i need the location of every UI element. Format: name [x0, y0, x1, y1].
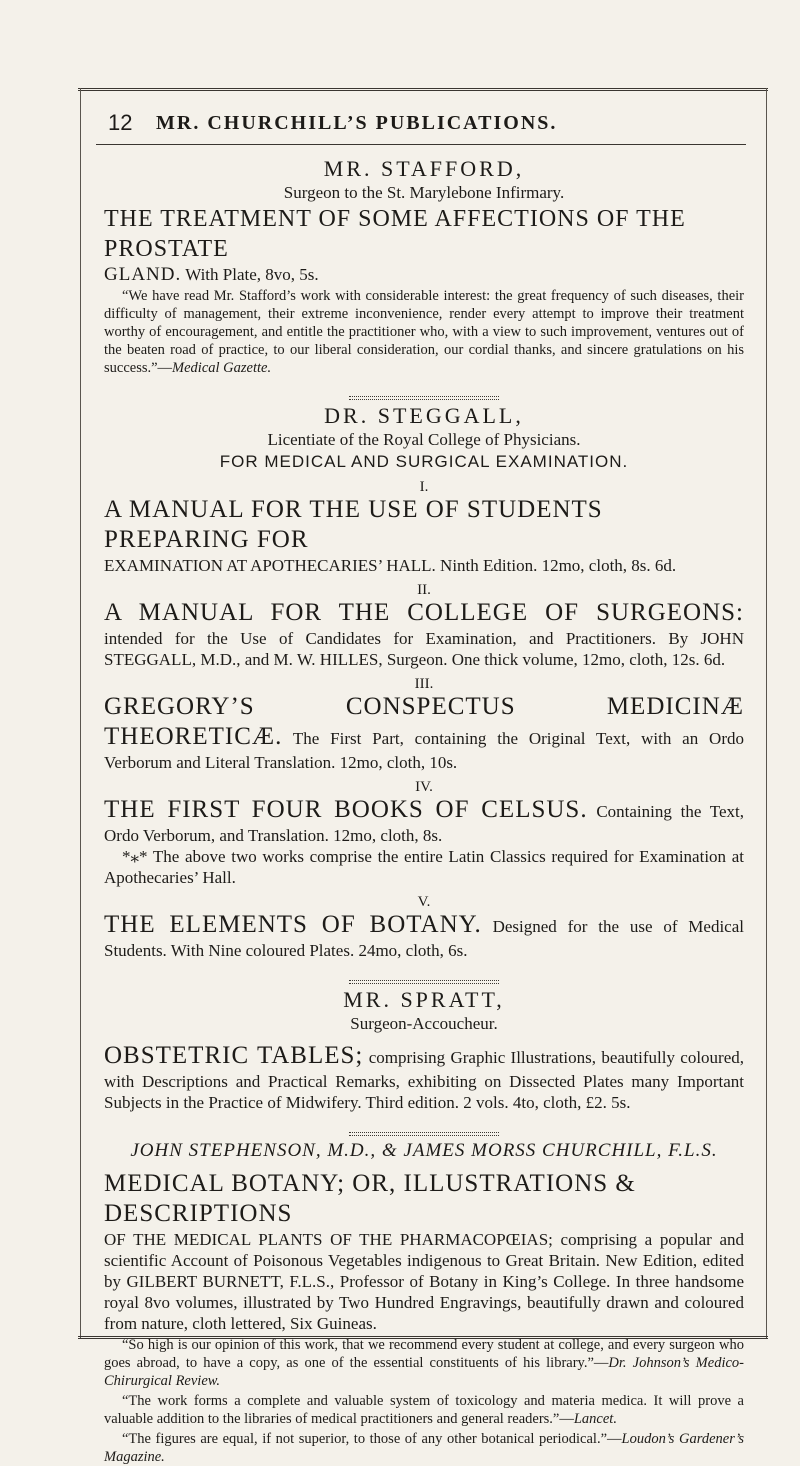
- entry-title: A MANUAL FOR THE COLLEGE OF SURGEONS:: [104, 599, 744, 626]
- frame-top-rule: [78, 88, 768, 91]
- separator-ornament: [104, 971, 744, 979]
- stafford-author: MR. STAFFORD,: [323, 156, 525, 181]
- stephenson-quote-1: [104, 1336, 744, 1390]
- page-content: [104, 148, 744, 1466]
- separator-ornament: [104, 1123, 744, 1131]
- separator-ornament: [104, 387, 744, 395]
- stephenson-authors: JOHN STEPHENSON, M.D., & JAMES MORSS CHURCHILL, F.L.S.: [130, 1140, 718, 1161]
- quote-text: “The figures are equal, if not superior, to those of any other botanical periodical.”—: [122, 1431, 622, 1447]
- entry-numeral: II.: [417, 582, 431, 598]
- entry-text: intended for the Use of Candidates for Examination, and Practitioners. By JOHN STEGGALL, M.D., and M. W. HILLES, Surgeon. One thick volume, 12mo, cloth, 12s. 6d.: [104, 629, 744, 669]
- entry-text: The First Part, containing the Original Text, with an Ordo Verborum and Literal Translation. 12mo, cloth, 10s.: [104, 729, 744, 772]
- entry-numeral: III.: [414, 676, 434, 692]
- spratt-role: Surgeon-Accoucheur.: [350, 1014, 498, 1033]
- entry-numeral: IV.: [415, 779, 433, 795]
- entry-body: [104, 910, 744, 961]
- page-header: [96, 104, 746, 145]
- stephenson-title: MEDICAL BOTANY; OR, ILLUSTRATIONS & DESCRIPTIONS: [104, 1170, 636, 1227]
- spratt-title: OBSTETRIC TABLES;: [104, 1042, 364, 1069]
- entry-body: [104, 692, 744, 773]
- stephenson-quote-3: [104, 1430, 744, 1466]
- steggall-entry-4: [104, 779, 744, 888]
- steggall-entry-1: [104, 479, 744, 576]
- stafford-review: [104, 287, 744, 377]
- entry-numeral: V.: [417, 894, 431, 910]
- entry-title: A MANUAL FOR THE USE OF STUDENTS PREPARING FOR: [104, 496, 603, 553]
- stafford-role: Surgeon to the St. Marylebone Infirmary.: [283, 183, 565, 202]
- steggall-author: DR. STEGGALL,: [324, 403, 524, 428]
- spratt-entry: [104, 1041, 744, 1113]
- stafford-review-text: “We have read Mr. Stafford’s work with considerable interest: the great frequency of such diseases, their difficulty of management, their extreme inconvenience, render every attempt to improve their treatment worthy of encouragement, and entitle the practitioner who, with a view to such improvement, ventures out of the beaten road of practice, to our liberal consideration, our cordial thanks, and sincere gratulations on his success.”—: [104, 288, 744, 376]
- stafford-details: With Plate, 8vo, 5s.: [185, 265, 319, 284]
- entry-text: Containing the Text, Ordo Verborum, and Translation. 12mo, cloth, 8s.: [104, 802, 744, 845]
- quote-text: “So high is our opinion of this work, that we recommend every student at college, and every surgeon who goes abroad, to have a copy, as one of the essential constituents of his library.”—: [104, 1337, 744, 1371]
- quote-source: Dr. Johnson’s Medico-Chirurgical Review.: [104, 1355, 744, 1389]
- stephenson-quote-2: [104, 1392, 744, 1428]
- quote-source: Loudon’s Gardener’s Magazine.: [104, 1431, 744, 1465]
- entry-title: THE ELEMENTS OF BOTANY.: [104, 911, 482, 938]
- entry-note: *⁎* The above two works comprise the entire Latin Classics required for Examination at Apothecaries’ Hall.: [104, 847, 744, 887]
- steggall-role: Licentiate of the Royal College of Physicians.: [267, 430, 581, 449]
- steggall-series: FOR MEDICAL AND SURGICAL EXAMINATION.: [219, 452, 629, 471]
- entry-title: GREGORY’S CONSPECTUS MEDICINÆ THEORETICÆ.: [104, 693, 744, 750]
- steggall-entry-5: [104, 894, 744, 961]
- quote-source: Lancet.: [573, 1411, 617, 1427]
- stafford-title-cont: [104, 264, 744, 285]
- stafford-title: THE TREATMENT OF SOME AFFECTIONS OF THE PROSTATE: [104, 206, 686, 262]
- steggall-entry-3: [104, 676, 744, 773]
- entry-title: THE FIRST FOUR BOOKS OF CELSUS.: [104, 796, 588, 823]
- stafford-review-source: Medical Gazette.: [172, 360, 272, 376]
- entry-numeral: I.: [419, 479, 429, 495]
- stafford-title-gland: GLAND.: [104, 264, 182, 285]
- entry-body: [104, 795, 744, 846]
- entry-body: [104, 598, 744, 670]
- entry-text: EXAMINATION AT APOTHECARIES’ HALL. Ninth Edition. 12mo, cloth, 8s. 6d.: [104, 556, 677, 575]
- spratt-author: MR. SPRATT,: [343, 987, 505, 1012]
- stephenson-text: OF THE MEDICAL PLANTS OF THE PHARMACOPŒIAS; comprising a popular and scientific Account of Poisonous Vegetables indigenous to Great Britain. New Edition, edited by GILBERT BURNETT, F.L.S., Professor of Botany in King’s College. In three handsome royal 8vo volumes, illustrated by Two Hundred Engravings, beautifully drawn and coloured from nature, cloth lettered, Six Guineas.: [104, 1230, 744, 1333]
- spratt-text: comprising Graphic Illustrations, beautifully coloured, with Descriptions and Practical Remarks, exhibiting on Dissected Plates many Important Subjects in the Practice of Midwifery. Third edition. 2 vols. 4to, cloth, £2. 5s.: [104, 1048, 745, 1112]
- page-number: 12: [108, 110, 133, 135]
- quote-text: “The work forms a complete and valuable system of toxicology and materia medica. It will prove a valuable addition to the libraries of medical practitioners and general readers.”—: [104, 1393, 744, 1427]
- entry-text: Designed for the use of Medical Students. With Nine coloured Plates. 24mo, cloth, 6s.: [104, 917, 744, 960]
- frame-right-rule: [766, 88, 767, 1338]
- steggall-entry-2: [104, 582, 744, 670]
- running-head: MR. CHURCHILL’S PUBLICATIONS.: [156, 112, 558, 134]
- frame-left-rule: [80, 88, 81, 1338]
